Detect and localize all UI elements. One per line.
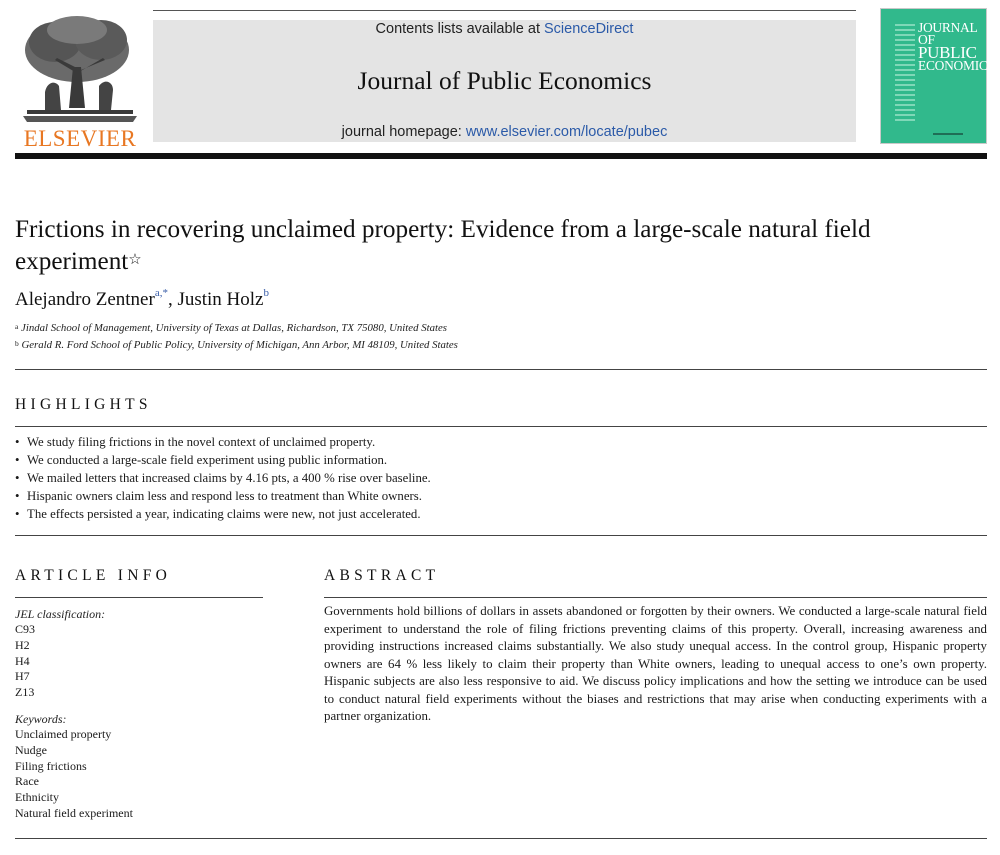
section-divider	[15, 369, 987, 370]
author-list	[15, 289, 269, 311]
article-title	[15, 214, 915, 278]
abstract-text: Governments hold billions of dollars in assets abandoned or forgotten by their owners. We conducted a large-scale natural field experiment to understand the role of filing frictions preventing claims of this property. Overall, increasing awareness and providing instructions increased claims substantially. We also study unequal access. In the control group, Hispanic property owners are 64 % less likely to claim their property than White owners, leading to unequal access to one’s own property. Hispanic subjects are also less responsive to aid. We discuss policy implications and how the setting we introduce can be used to conduct natural field experiments without the biases and restrictions that may arise when conducting experiments with a partner organization.	[324, 604, 987, 723]
affiliation-text: Gerald R. Ford School of Public Policy, University of Michigan, Ann Arbor, MI 48109, United States	[21, 339, 458, 351]
highlights-list	[15, 433, 975, 523]
keyword-list	[15, 727, 133, 822]
jel-code: H4	[15, 653, 30, 668]
affiliation-mark: b	[15, 339, 19, 348]
contents-line	[153, 21, 856, 37]
author-affiliation-marks[interactable]: b	[263, 287, 269, 299]
masthead-top-rule	[153, 10, 856, 11]
article-info-heading: ARTICLE INFO	[15, 567, 172, 584]
homepage-line	[153, 124, 856, 140]
jel-code: C93	[15, 622, 36, 636]
affiliation-mark: a	[15, 322, 19, 331]
cover-title-line-2: PUBLIC	[918, 43, 977, 62]
elsevier-logo[interactable]	[15, 12, 145, 150]
section-divider	[15, 535, 987, 536]
masthead-bottom-rule	[15, 153, 987, 159]
author-affiliation-marks[interactable]: a,*	[154, 287, 168, 299]
homepage-prefix: journal homepage:	[341, 124, 466, 140]
abstract-rule	[324, 597, 987, 598]
keyword: Race	[15, 774, 39, 789]
elsevier-tree-icon	[15, 12, 145, 124]
jel-code: Z13	[15, 685, 35, 700]
cover-title-line-3: ECONOMICS	[918, 58, 995, 73]
section-divider	[15, 426, 987, 427]
article-info-rule	[15, 597, 263, 598]
author-name[interactable]: Alejandro Zentner	[15, 289, 155, 310]
affiliation	[15, 322, 447, 334]
affiliation	[15, 339, 458, 351]
article-title-text: Frictions in recovering unclaimed property: Evidence from a large-scale natural field experiment	[15, 216, 871, 275]
jel-code: H2	[15, 637, 30, 652]
journal-title: Journal of Public Economics	[357, 66, 652, 95]
journal-banner	[153, 20, 856, 142]
jel-code: H7	[15, 669, 30, 684]
keyword: Ethnicity	[15, 790, 59, 805]
cover-title	[918, 20, 995, 73]
author-name[interactable]: Justin Holz	[177, 289, 264, 310]
keyword: Natural field experiment	[15, 805, 133, 820]
highlight-item: • We conducted a large-scale field experiment using public information.	[15, 451, 975, 469]
contents-prefix: Contents lists available at	[375, 21, 544, 37]
highlight-item: • The effects persisted a year, indicating claims were new, not just accelerated.	[15, 505, 975, 523]
jel-code-list	[15, 622, 35, 701]
highlights-heading: HIGHLIGHTS	[15, 396, 152, 413]
cover-publisher-mark	[933, 133, 963, 135]
page-bottom-rule	[15, 838, 987, 839]
homepage-link[interactable]: www.elsevier.com/locate/pubec	[465, 124, 668, 140]
title-footnote-star[interactable]: ☆	[128, 252, 142, 268]
highlight-item: • Hispanic owners claim less and respond less to treatment than White owners.	[15, 487, 975, 505]
keyword: Nudge	[15, 742, 47, 757]
highlight-item: • We study filing frictions in the novel context of unclaimed property.	[15, 433, 975, 451]
cover-title-line-1: JOURNAL OF	[918, 20, 977, 47]
highlight-item: • We mailed letters that increased claims by 4.16 pts, a 400 % rise over baseline.	[15, 469, 975, 487]
journal-cover-thumbnail[interactable]	[880, 8, 995, 144]
sciencedirect-link[interactable]: ScienceDirect	[544, 21, 634, 37]
abstract-heading: ABSTRACT	[324, 567, 440, 584]
keyword: Unclaimed property	[15, 727, 112, 741]
keywords-label: Keywords:	[15, 712, 67, 726]
author-separator: ,	[167, 289, 178, 310]
publisher-wordmark: ELSEVIER	[23, 126, 137, 151]
jel-classification-label: JEL classification:	[15, 607, 106, 621]
affiliation-text: Jindal School of Management, University of Texas at Dallas, Richardson, TX 75080, United States	[21, 322, 447, 334]
keyword: Filing frictions	[15, 758, 87, 773]
cover-decoration	[895, 24, 915, 124]
